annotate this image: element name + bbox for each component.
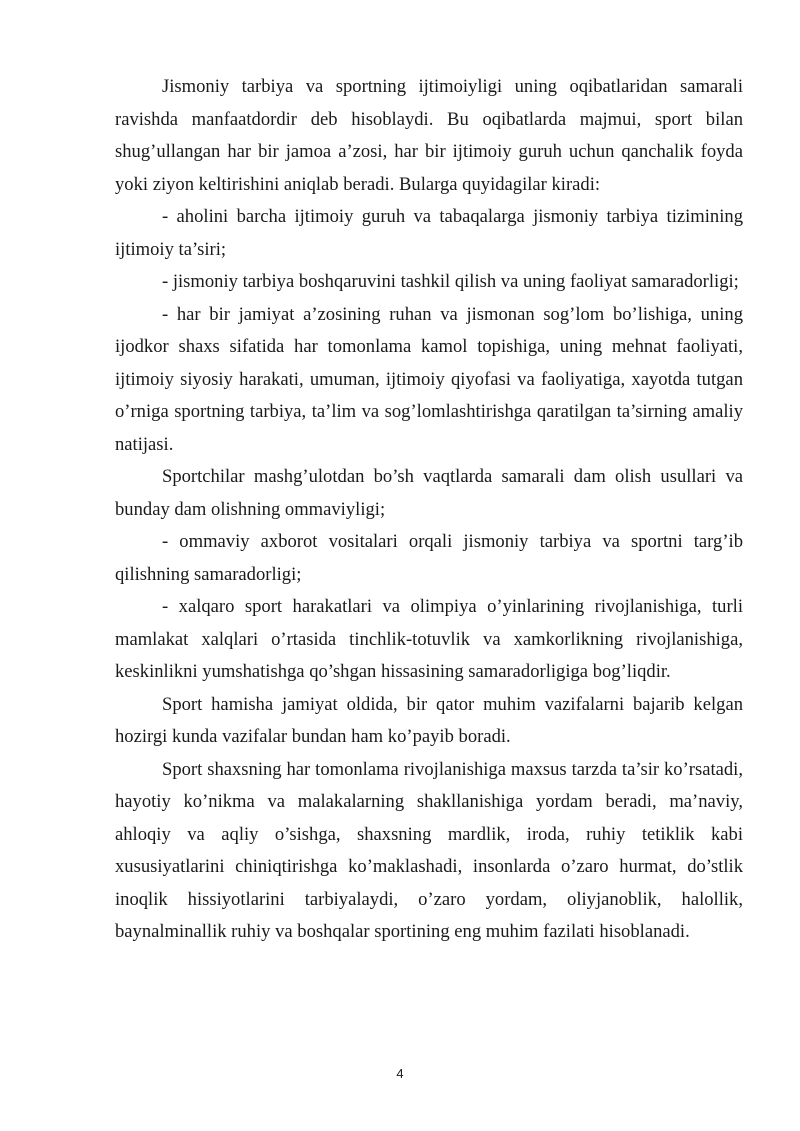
paragraph-intro: Jismoniy tarbiya va sportning ijtimoiyligi uning oqibatlaridan samarali ravishda manfaatdordir deb hisoblaydi. Bu oqibatlarda majmui, sport bilan shug’ullangan har bir jamoa a’zosi, har bir ijtimoiy guruh uchun qanchalik foyda yoki ziyon keltirishini aniqlab beradi. Bularga quyidagilar kiradi:: [115, 76, 743, 195]
paragraph-item-practical-result: - har bir jamiyat a’zosining ruhan va jismonan sog’lom bo’lishiga, uning ijodkor shaxs sifatida har tomonlama kamol topishiga, uning mehnat faoliyati, ijtimoiy siyosiy harakati, umuman, ijtimoiy qiyofasi va faoliyatiga, xayotda tutgan o’rniga sportning tarbiya, ta’lim va sog’lomlashtirishga qaratilgan ta’sirning amaliy natijasi.: [115, 303, 743, 455]
paragraph-item-media: - ommaviy axborot vositalari orqali jismoniy tarbiya va sportni targ’ib qilishning samaradorligi;: [115, 531, 743, 585]
page-body: [115, 71, 743, 949]
paragraph-item-social-impact: - aholini barcha ijtimoiy guruh va tabaqalarga jismoniy tarbiya tizimining ijtimoiy ta’siri;: [115, 206, 743, 260]
paragraph-item-management: - jismoniy tarbiya boshqaruvini tashkil qilish va uning faoliyat samaradorligi;: [162, 271, 739, 292]
paragraph-item-international: - xalqaro sport harakatlari va olimpiya o’yinlarining rivojlanishiga, turli mamlakat xalqlari o’rtasida tinchlik-totuvlik va xamkorlikning rivojlanishiga, keskinlikni yumshatishga qo’shgan hissasining samaradorligiga bog’liqdir.: [115, 596, 743, 682]
paragraph-sport-tasks: Sport hamisha jamiyat oldida, bir qator muhim vazifalarni bajarib kelgan hozirgi kunda vazifalar bundan ham ko’payib boradi.: [115, 693, 743, 747]
paragraph-personality: Sport shaxsning har tomonlama rivojlanishiga maxsus tarzda ta’sir ko’rsatadi, hayotiy ko’nikma va malakalarning shakllanishiga yordam beradi, ma’naviy, ahloqiy va aqliy o’sishga, shaxsning mardlik, iroda, ruhiy tetiklik kabi xususiyatlarini chiniqtirishga ko’maklashadi, insonlarda o’zaro hurmat, do’stlik inoqlik hissiyotlarini tarbiyalaydi, o’zaro yordam, oliyjanoblik, halollik, baynalminallik ruhiy va boshqalar sportining eng muhim fazilati hisoblanadi.: [115, 758, 743, 942]
page-number: 4: [396, 1066, 404, 1081]
paragraph-leisure: Sportchilar mashg’ulotdan bo’sh vaqtlarda samarali dam olish usullari va bunday dam olishning ommaviyligi;: [115, 466, 743, 520]
